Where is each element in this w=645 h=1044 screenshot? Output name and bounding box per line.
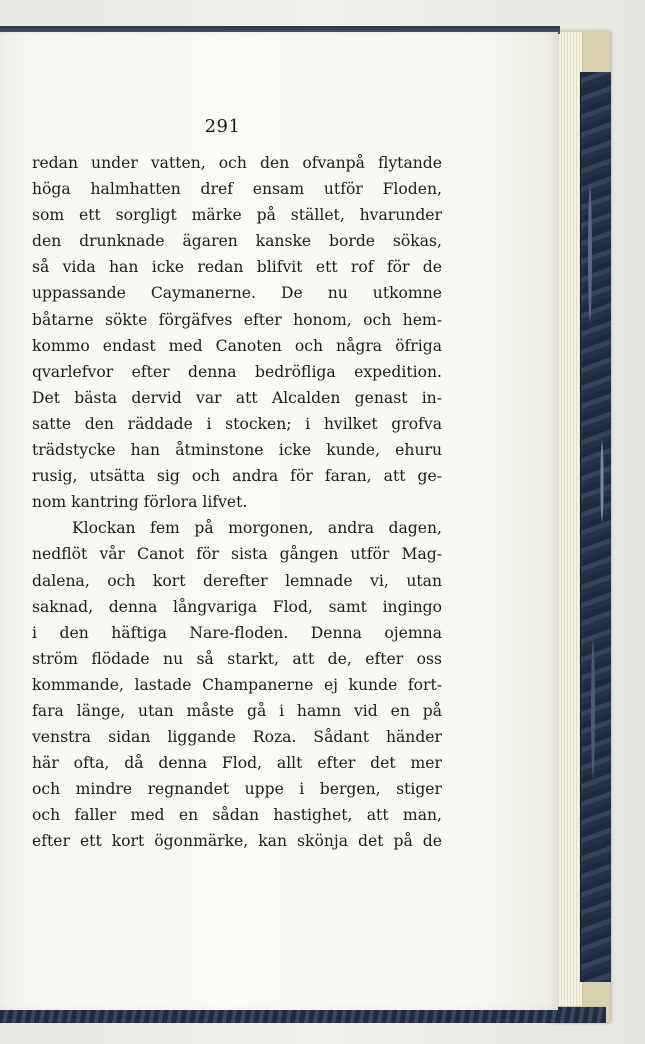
text-line: här ofta, då denna Flod, allt efter det mer xyxy=(32,754,442,773)
text-line: nedflöt vår Canot för sista gången utför Mag- xyxy=(32,545,442,564)
text-line: båtarne sökte förgäfves efter honom, och hem- xyxy=(32,310,442,329)
text-line: uppassande Caymanerne. De nu utkomne xyxy=(32,284,442,303)
page-number: 291 xyxy=(204,116,241,137)
text-line: rusig, utsätta sig och andra för faran, att ge- xyxy=(32,467,442,486)
marbled-cover xyxy=(580,72,611,982)
text-line: qvarlefvor efter denna bedröfliga expedition. xyxy=(32,362,442,381)
text-line: så vida han icke redan blifvit ett rof för de xyxy=(32,258,442,277)
text-line: höga halmhatten dref ensam utför Floden, xyxy=(32,180,442,199)
text-line: efter ett kort ögonmärke, kan skönja det på de xyxy=(32,832,442,851)
text-line: ström flödade nu så starkt, att de, efter oss xyxy=(32,649,442,668)
text-line: Det bästa dervid var att Alcalden genast in- xyxy=(32,388,442,407)
text-line: trädstycke han åtminstone icke kunde, ehuru xyxy=(32,441,442,460)
text-line: venstra sidan liggande Roza. Sådant händer xyxy=(32,728,442,747)
page-stack-edge xyxy=(556,32,583,1022)
text-line: som ett sorgligt märke på stället, hvarunder xyxy=(32,206,442,225)
text-line: dalena, och kort derefter lemnade vi, utan xyxy=(32,571,442,590)
text-line: redan under vatten, och den ofvanpå flytande xyxy=(32,154,442,172)
text-line: Klockan fem på morgonen, andra dagen, xyxy=(72,519,442,538)
text-line: i den häftiga Nare-floden. Denna ojemna xyxy=(32,623,442,642)
text-line: kommande, lastade Champanerne ej kunde fort- xyxy=(32,675,442,694)
body-text xyxy=(32,150,442,855)
text-line: den drunknade ägaren kanske borde sökas, xyxy=(32,232,442,251)
text-line: och mindre regnandet uppe i bergen, stiger xyxy=(32,780,442,799)
text-line: saknad, denna långvariga Flod, samt ingingo xyxy=(32,597,442,616)
text-line: och faller med en sådan hastighet, att man, xyxy=(32,806,442,825)
text-line: kommo endast med Canoten och några öfriga xyxy=(32,336,442,355)
text-line: nom kantring förlora lifvet. xyxy=(32,493,248,512)
text-line: fara länge, utan måste gå i hamn vid en på xyxy=(32,701,442,720)
text-line: satte den räddade i stocken; i hvilket grofva xyxy=(32,414,442,433)
